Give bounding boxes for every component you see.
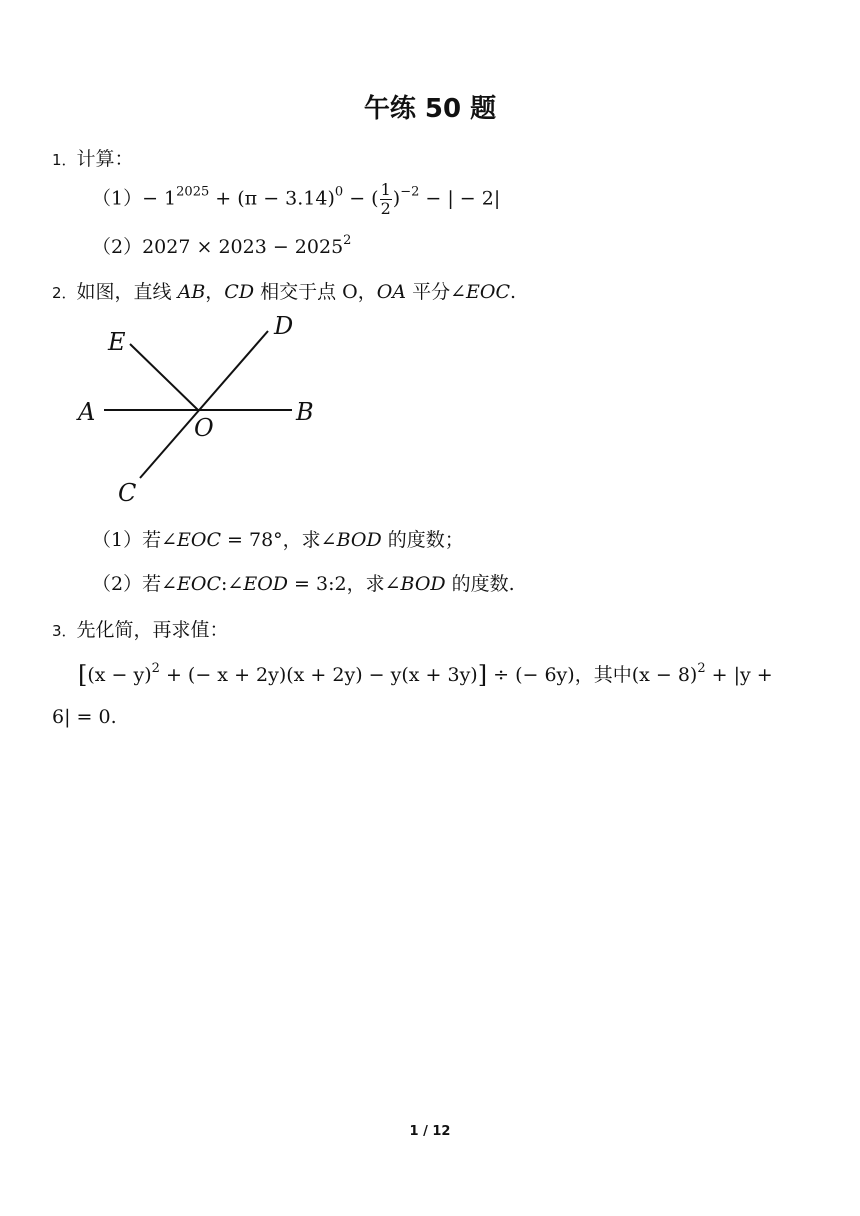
page-title: 午练 50 题	[363, 94, 497, 124]
part-label: （2）	[92, 573, 143, 595]
label-b: B	[296, 398, 314, 426]
stem-text: 平分∠	[406, 281, 467, 303]
line-ab: AB	[177, 281, 206, 303]
angle-eod: EOD	[243, 573, 289, 595]
question-1-part-1	[92, 182, 500, 217]
angle-eoc: EOC	[177, 529, 221, 551]
stem-text: 相交于点 O，	[254, 281, 377, 303]
fraction-numerator: 1	[380, 180, 391, 199]
stem-text: ，	[205, 281, 225, 303]
exponent: 2	[343, 233, 352, 248]
expr-term: + (π − 3.14)	[209, 187, 335, 210]
stem-text: 的度数.	[445, 573, 515, 595]
label-a: A	[78, 398, 96, 426]
left-bracket: [	[78, 661, 88, 689]
fraction-denominator: 2	[380, 199, 391, 218]
line-cd: CD	[224, 281, 255, 303]
question-1-text: 计算：	[76, 148, 134, 170]
question-2-number: 2．	[52, 284, 77, 302]
question-1-part-2	[92, 232, 351, 259]
expr-term: )	[392, 187, 401, 210]
stem-text: 若∠	[142, 573, 178, 595]
stem-text: .	[510, 281, 517, 303]
stem-text: = 3:2，求∠	[288, 573, 401, 595]
ray-oe-stroke	[130, 344, 198, 410]
question-3-expression	[78, 660, 773, 689]
stem-text: 的度数；	[381, 529, 464, 551]
angle-eoc: EOC	[466, 281, 510, 303]
question-1-number: 1．	[52, 151, 77, 169]
stem-text: :∠	[221, 573, 244, 595]
expr-term: ÷ (− 6y)，其中(x − 8)	[487, 664, 698, 686]
expr-term: + |y +	[705, 664, 773, 686]
label-c: C	[118, 479, 137, 507]
label-d: D	[274, 312, 294, 340]
stem-text: 如图，直线	[76, 281, 178, 303]
question-2-stem	[52, 277, 516, 304]
exponent: −2	[400, 184, 420, 200]
right-bracket: ]	[477, 661, 488, 689]
question-3-stem	[52, 615, 229, 642]
expr-term: (x − y)	[87, 664, 152, 686]
stem-text: 先化简，再求值：	[76, 619, 229, 641]
expr-term: 2027 × 2023 − 2025	[142, 236, 344, 258]
exponent: 0	[334, 184, 344, 200]
question-2-part-1	[92, 525, 464, 552]
label-o: O	[194, 414, 214, 442]
expr-term: − (	[343, 187, 379, 210]
part-label: （2）	[92, 236, 143, 258]
stem-text: = 78°，求∠	[221, 529, 337, 551]
page-number: 1 / 12	[409, 1124, 451, 1139]
question-1-stem	[52, 144, 134, 171]
angle-bod: BOD	[400, 573, 446, 595]
question-2-part-2	[92, 569, 515, 596]
exponent: 2	[151, 661, 160, 676]
label-e: E	[108, 328, 126, 356]
ray-oa: OA	[376, 281, 407, 303]
exponent: 2025	[176, 184, 210, 200]
expr-term: − | − 2|	[419, 187, 501, 210]
fraction	[380, 182, 392, 217]
geometry-figure	[70, 310, 330, 510]
expr-term: + (− x + 2y)(x + 2y) − y(x + 3y)	[159, 664, 478, 686]
question-3-expression-continued: 6| = 0.	[52, 706, 117, 728]
question-3-number: 3．	[52, 622, 77, 640]
stem-text: 若∠	[142, 529, 178, 551]
part-label: （1）	[92, 187, 143, 210]
expr-term: − 1	[142, 187, 177, 210]
angle-eoc: EOC	[177, 573, 221, 595]
angle-bod: BOD	[336, 529, 382, 551]
exponent: 2	[697, 661, 706, 676]
part-label: （1）	[92, 529, 143, 551]
line-cd-stroke	[140, 331, 268, 478]
